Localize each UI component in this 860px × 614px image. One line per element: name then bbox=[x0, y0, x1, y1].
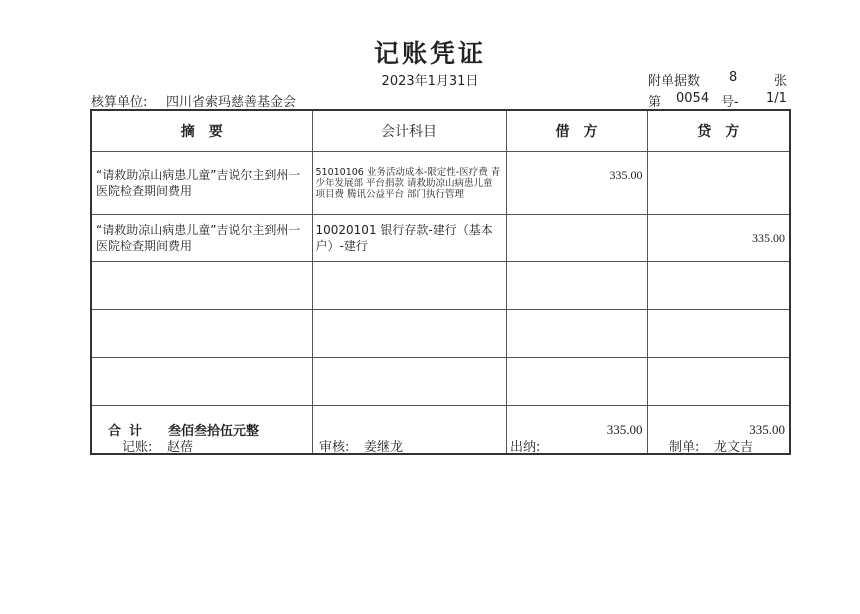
header-credit: 贷 方 bbox=[647, 110, 790, 152]
header-debit: 借 方 bbox=[506, 110, 647, 152]
number-prefix: 第 bbox=[648, 95, 662, 110]
reviewer-label: 审核: bbox=[319, 440, 350, 455]
number-suffix: 号- bbox=[721, 95, 739, 110]
attachments-unit: 张 bbox=[774, 74, 788, 89]
total-debit: 335.00 bbox=[506, 406, 647, 455]
bookkeeper-name: 赵蓓 bbox=[167, 440, 194, 455]
table-row bbox=[91, 152, 790, 215]
table-row bbox=[91, 215, 790, 262]
total-label: 合计 bbox=[107, 424, 150, 439]
page-indicator: 1/1 bbox=[766, 91, 787, 106]
bookkeeper-label: 记账: bbox=[122, 440, 153, 455]
total-credit: 335.00 bbox=[647, 406, 790, 455]
table-row-empty bbox=[91, 310, 790, 358]
voucher-table bbox=[90, 109, 791, 455]
preparer-name: 龙文吉 bbox=[714, 440, 754, 455]
header-subject: 会计科目 bbox=[312, 110, 506, 152]
row-summary: “请救助凉山病患儿童”吉说尔主到州一医院检查期间费用 bbox=[91, 152, 312, 215]
attachments-label: 附单据数 bbox=[648, 74, 701, 89]
row-subject: 10020101 银行存款-建行（基本户）-建行 bbox=[312, 215, 506, 262]
table-row-empty bbox=[91, 262, 790, 310]
table-header-row bbox=[91, 110, 790, 152]
voucher-date: 2023年1月31日 bbox=[381, 74, 479, 89]
attachments-count: 8 bbox=[729, 70, 738, 85]
row-credit bbox=[647, 152, 790, 215]
row-subject: 51010106 业务活动成本-限定性-医疗费 青少年发展部 平台捐款 请救助凉山病患儿童 项目费 腾讯公益平台 部门执行管理 bbox=[312, 152, 506, 215]
table-row-empty bbox=[91, 358, 790, 406]
cashier-label: 出纳: bbox=[510, 440, 541, 455]
unit-name: 四川省索玛慈善基金会 bbox=[166, 95, 297, 110]
total-amount-words: 叁佰叁拾伍元整 bbox=[168, 424, 260, 439]
reviewer-name: 姜继龙 bbox=[364, 440, 404, 455]
row-summary: “请救助凉山病患儿童”吉说尔主到州一医院检查期间费用 bbox=[91, 215, 312, 262]
unit-label: 核算单位: bbox=[91, 95, 148, 110]
row-debit: 335.00 bbox=[506, 152, 647, 215]
voucher-number: 0054 bbox=[676, 91, 710, 106]
preparer-label: 制单: bbox=[669, 440, 700, 455]
header-summary: 摘 要 bbox=[91, 110, 312, 152]
voucher-title: 记账凭证 bbox=[373, 39, 486, 68]
row-credit: 335.00 bbox=[647, 215, 790, 262]
row-debit bbox=[506, 215, 647, 262]
